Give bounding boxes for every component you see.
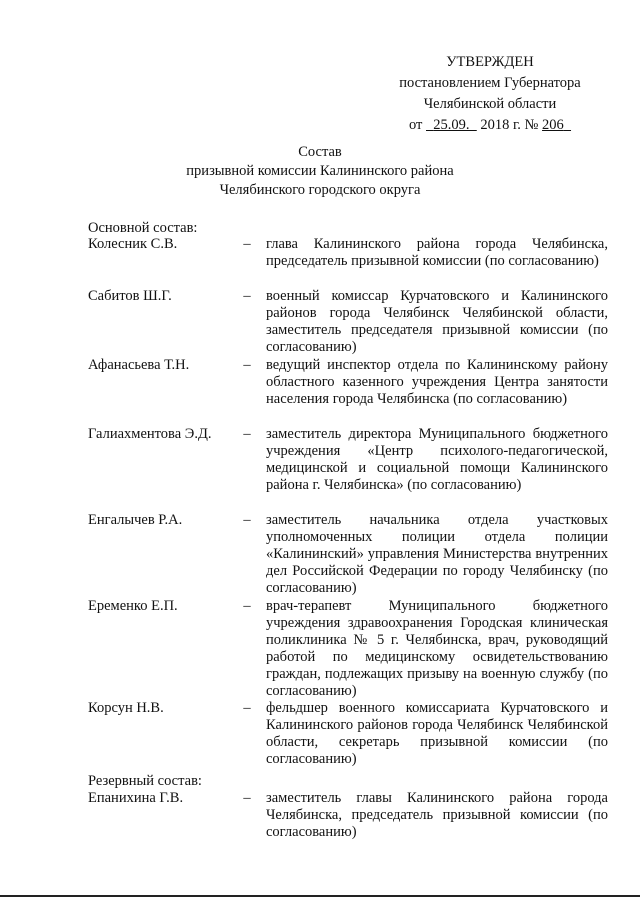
dash: – [243, 790, 251, 806]
decree-number: 206 [542, 117, 564, 133]
dash: – [243, 426, 251, 442]
member-position: заместитель начальника отдела участковых уполномоченных полиции отдела полиции «Калининский» управления Министерства внутренних дел Российской Федерации по городу Челябинску (по согласованию) [266, 512, 608, 596]
member-position: военный комиссар Курчатовского и Калининского районов города Челябинск Челябинской области, заместитель председателя призывной комиссии (по согласованию) [266, 288, 608, 355]
member-name: Афанасьева Т.Н. [88, 357, 190, 373]
member-name: Сабитов Ш.Г. [88, 288, 172, 304]
dash: – [243, 598, 251, 614]
member-position: ведущий инспектор отдела по Калининскому району областного казенного учреждения Центра занятости населения города Челябинска (по согласованию) [266, 357, 608, 407]
dash: – [243, 288, 251, 304]
member-position: фельдшер военного комиссариата Курчатовского и Калининского районов города Челябинск Челябинской области, секретарь призывной комиссии (по согласованию) [266, 700, 608, 767]
dash: – [243, 512, 251, 528]
main-composition-heading: Основной состав: [88, 220, 198, 236]
reserve-composition-heading: Резервный состав: [88, 773, 202, 789]
member-name: Колесник С.В. [88, 236, 178, 252]
dash: – [243, 700, 251, 716]
title-line-2: призывной комиссии Калининского района [186, 163, 454, 179]
member-name: Корсун Н.В. [88, 700, 164, 716]
document-title [120, 143, 520, 200]
dash: – [243, 357, 251, 373]
member-position: врач-терапевт Муниципального бюджетного учреждения здравоохранения Городская клиническая поликлиника № 5 г. Челябинска, врач, руководящий работой по медицинскому освидетельствованию граждан, подлежащих призыву на военную службу (по согласованию) [266, 598, 608, 699]
date-value: 25.09. [433, 117, 470, 133]
member-name: Еременко Е.П. [88, 598, 178, 614]
dash: – [243, 236, 251, 252]
member-name: Галиахментова Э.Д. [88, 426, 212, 442]
title-line-1: Состав [298, 144, 342, 160]
date-prefix: от [408, 117, 423, 133]
member-name: Енгалычев Р.А. [88, 512, 183, 528]
approval-date-line [380, 115, 600, 136]
title-line-3: Челябинского городского округа [219, 182, 421, 198]
approval-block [380, 52, 600, 136]
member-name: Епанихина Г.В. [88, 790, 184, 806]
member-position: заместитель директора Муниципального бюджетного учреждения «Центр психолого-педагогической, медицинской и социальной помощи Калининского района г. Челябинска» (по согласованию) [266, 426, 608, 493]
approval-title: УТВЕРЖДЕН [446, 54, 534, 70]
year-text: 2018 г. № [480, 117, 539, 133]
member-position: заместитель главы Калининского района города Челябинска, председатель призывной комиссии (по согласованию) [266, 790, 608, 840]
approval-line-decree: постановлением Губернатора [399, 75, 581, 91]
bottom-rule [0, 895, 640, 897]
approval-line-region: Челябинской области [423, 96, 557, 112]
member-position: глава Калининского района города Челябинска, председатель призывной комиссии (по согласованию) [266, 236, 608, 269]
